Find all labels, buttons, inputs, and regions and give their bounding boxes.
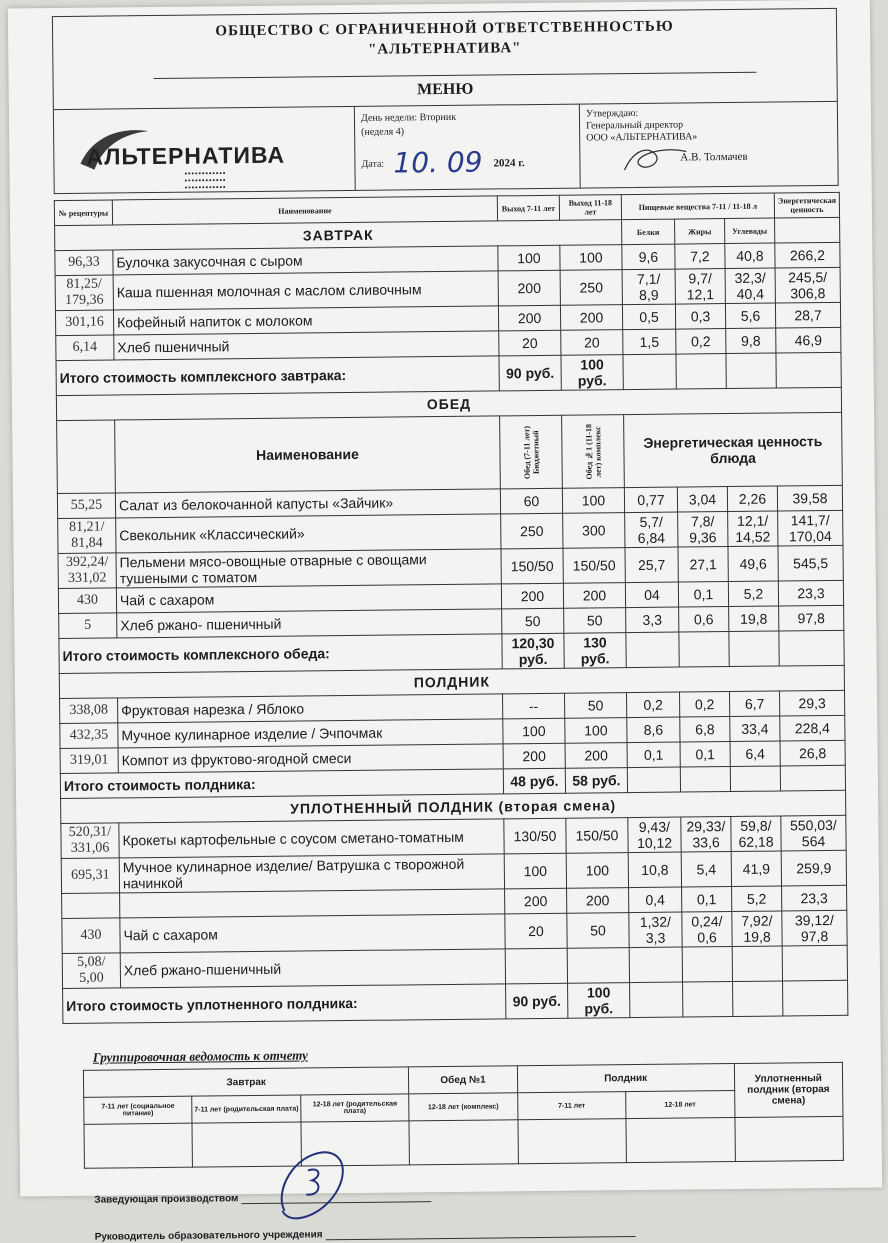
grouping-sub: 7-11 лет xyxy=(517,1092,626,1120)
grouping-cell xyxy=(518,1119,627,1164)
col-protein: Белки xyxy=(622,219,675,245)
grouping-cell xyxy=(626,1117,735,1162)
total-label: Итого стоимость уплотненного полдника: xyxy=(63,984,506,1024)
protein: 1,5 xyxy=(623,329,676,355)
total-a: 90 руб. xyxy=(506,983,568,1019)
dish-code: 695,31 xyxy=(61,858,119,894)
fat: 6,8 xyxy=(680,717,730,743)
section-title: ОБЕД xyxy=(56,387,841,420)
portion-b: 50 xyxy=(565,693,627,719)
header-info-row xyxy=(54,101,838,193)
carb: 6,4 xyxy=(730,741,780,767)
dish-code: 5,08/ 5,00 xyxy=(62,953,120,989)
portion-a: 100 xyxy=(498,245,560,271)
dish-code: 430 xyxy=(62,918,120,954)
fat: 7,8/ 9,36 xyxy=(678,512,728,548)
menu-table xyxy=(54,192,849,1024)
dish-code: 81,21/ 81,84 xyxy=(58,518,116,554)
portion-a: 200 xyxy=(501,583,563,609)
grouping-sub: 12-18 лет (родительская плата) xyxy=(301,1094,410,1122)
date-year: 2024 г. xyxy=(493,157,525,170)
lunch-col-energy: Энергетическая ценность блюда xyxy=(624,412,843,487)
energy: 545,5 xyxy=(778,545,843,581)
lunch-col-a: Обед (7-11 лет) Бюджетный xyxy=(521,425,541,479)
dish-name: Мучное кулинарное изделие/ Ватрушка с творожной начинкой xyxy=(119,854,504,893)
protein: 0,77 xyxy=(624,487,677,513)
fat: 7,2 xyxy=(675,244,725,270)
dish-name: Хлеб пшеничный xyxy=(114,331,499,360)
date-label: Дата: xyxy=(361,158,385,170)
dish-code: 432,35 xyxy=(60,723,118,749)
lunch-header-row xyxy=(57,412,843,493)
col-energy: Энергетическая ценность xyxy=(774,192,839,218)
portion-b: 150/50 xyxy=(563,548,625,584)
total-b: 100 руб. xyxy=(561,355,623,391)
dish-name: Свекольник «Классический» xyxy=(116,514,501,553)
protein: 9,6 xyxy=(622,244,675,270)
section-title: УПЛОТНЕННЫЙ ПОЛДНИК (вторая смена) xyxy=(61,790,846,823)
col-carb: Углеводы xyxy=(725,218,775,244)
energy: 39,58 xyxy=(777,485,842,511)
portion-a: 100 xyxy=(503,718,565,744)
dish-code: 430 xyxy=(58,588,116,614)
dish-name: Фруктовая нарезка / Яблоко xyxy=(118,694,503,723)
carb: 6,7 xyxy=(729,691,779,717)
org-name-line2: "АЛЬТЕРНАТИВА" xyxy=(367,40,522,58)
portion-b: 100 xyxy=(565,718,627,744)
energy: 141,7/ 170,04 xyxy=(778,510,843,546)
grouping-cell xyxy=(409,1120,518,1165)
fat: 0,24/ 0,6 xyxy=(682,912,732,948)
week-label: (неделя 4) xyxy=(361,126,405,138)
portion-b: 200 xyxy=(567,888,629,914)
grouping-cell xyxy=(734,1116,843,1161)
portion-a: 200 xyxy=(498,270,560,306)
dish-name: Мучное кулинарное изделие / Эчпочмак xyxy=(118,719,503,748)
date-value-handwritten: 10. 09 xyxy=(393,145,483,180)
energy: 23,3 xyxy=(782,885,847,911)
dish-code xyxy=(62,893,120,919)
empty-cell xyxy=(775,217,840,243)
grouping-sub: 12-18 лет xyxy=(626,1090,735,1118)
grouping-sub: 7-11 лет (родительская плата) xyxy=(192,1095,301,1123)
col-out1: Выход 7-11 лет xyxy=(497,195,559,221)
document-header xyxy=(52,8,839,194)
production-signature xyxy=(264,1140,355,1231)
dish-name: Каша пшенная молочная с маслом сливочным xyxy=(113,271,498,310)
portion-b: 150/50 xyxy=(566,818,628,854)
total-a: 48 руб. xyxy=(503,768,565,794)
portion-b xyxy=(567,948,629,984)
grouping-table xyxy=(83,1062,844,1169)
dish-name: Кофейный напиток с молоком xyxy=(113,306,498,335)
dish-name: Пельмени мясо-овощные отварные с овощами тушеными с томатом xyxy=(116,549,501,588)
fat: 0,6 xyxy=(679,607,729,633)
portion-b: 200 xyxy=(565,743,627,769)
col-num: № рецептуры xyxy=(54,200,112,226)
grouping-dense: Уплотненный полдник (вторая смена) xyxy=(734,1062,843,1117)
protein: 1,32/ 3,3 xyxy=(629,912,682,948)
portion-b: 300 xyxy=(563,513,625,549)
portion-b: 50 xyxy=(564,608,626,634)
approve-name: А.В. Толмачев xyxy=(680,150,748,164)
portion-a: 20 xyxy=(499,330,561,356)
fat: 0,1 xyxy=(682,887,732,913)
approve-line3: ООО «АЛЬТЕРНАТИВА» xyxy=(586,131,698,144)
protein: 8,6 xyxy=(627,717,680,743)
carb: 19,8 xyxy=(729,606,779,632)
grouping-snack: Полдник xyxy=(517,1064,734,1093)
portion-a: 200 xyxy=(503,743,565,769)
dish-name: Крокеты картофельные с соусом сметано-томатным xyxy=(119,819,504,858)
grouping-cell xyxy=(84,1123,193,1168)
portion-a: 20 xyxy=(505,913,567,949)
energy xyxy=(782,945,847,981)
fat: 5,4 xyxy=(681,852,731,888)
lunch-col-name: Наименование xyxy=(115,416,501,493)
grouping-sub: 12-18 лет (комплекс) xyxy=(409,1093,518,1121)
dish-code: 5 xyxy=(59,613,117,639)
approve-line1: Утверждаю: xyxy=(585,107,639,120)
total-a: 120,30 руб. xyxy=(502,633,564,669)
dense-snack-rows xyxy=(61,815,848,988)
fat: 0,3 xyxy=(675,304,725,330)
portion-a: 60 xyxy=(500,488,562,514)
head-production-label: Заведующая производством xyxy=(94,1193,239,1206)
menu-sheet xyxy=(52,8,850,1243)
fat: 29,33/ 33,6 xyxy=(681,817,731,853)
logo-subtext-decoration: ▪▪▪▪▪▪▪▪▪▪▪▪ ▪▪▪▪▪▪▪▪▪▪▪▪ ▪▪▪▪▪▪▪▪▪▪▪▪ xyxy=(184,170,227,192)
energy: 550,03/ 564 xyxy=(781,815,846,851)
dish-name: Чай с сахаром xyxy=(116,584,501,613)
col-out2: Выход 11-18 лет xyxy=(559,195,621,221)
total-row xyxy=(63,980,848,1023)
approval-box xyxy=(580,102,838,188)
portion-b: 50 xyxy=(567,913,629,949)
section-title: ЗАВТРАК xyxy=(55,220,622,251)
energy: 29,3 xyxy=(779,690,844,716)
protein: 25,7 xyxy=(625,547,678,583)
portion-b: 250 xyxy=(560,270,622,306)
portion-b: 200 xyxy=(560,305,622,331)
total-label: Итого стоимость комплексного обеда: xyxy=(59,634,502,674)
carb: 33,4 xyxy=(730,716,780,742)
fat: 0,2 xyxy=(676,329,726,355)
carb: 41,9 xyxy=(731,851,781,887)
carb: 40,8 xyxy=(725,243,775,269)
total-b: 58 руб. xyxy=(565,768,627,794)
carb: 12,1/ 14,52 xyxy=(728,511,778,547)
dish-name: Компот из фруктово-ягодной смеси xyxy=(118,744,503,773)
protein: 10,8 xyxy=(628,852,681,888)
protein: 0,5 xyxy=(622,304,675,330)
fat: 27,1 xyxy=(678,547,728,583)
carb xyxy=(732,946,782,982)
signature-line-school xyxy=(95,1224,850,1243)
portion-a: 200 xyxy=(498,305,560,331)
portion-b: 200 xyxy=(563,583,625,609)
dish-code: 55,25 xyxy=(57,493,115,519)
dish-code: 520,31/ 331,06 xyxy=(61,823,119,859)
energy: 228,4 xyxy=(780,715,845,741)
col-nutrients: Пищевые вещества 7-11 / 11-18 л xyxy=(621,193,774,220)
portion-b: 20 xyxy=(561,330,623,356)
carb: 7,92/ 19,8 xyxy=(732,911,782,947)
dish-code: 96,33 xyxy=(55,250,113,276)
dish-code: 6,14 xyxy=(56,335,114,361)
carb: 32,3/ 40,4 xyxy=(725,268,775,304)
protein: 0,4 xyxy=(629,887,682,913)
protein: 0,2 xyxy=(627,692,680,718)
fat: 3,04 xyxy=(677,487,727,513)
fat: 0,1 xyxy=(678,582,728,608)
fat xyxy=(682,947,732,983)
fat: 9,7/ 12,1 xyxy=(675,269,725,305)
protein xyxy=(629,947,682,983)
energy: 46,9 xyxy=(776,327,841,353)
dish-code: 338,08 xyxy=(60,698,118,724)
dish-name: Хлеб ржано- пшеничный xyxy=(117,609,502,638)
grouping-title: Группировочная ведомость к отчету xyxy=(92,1047,308,1065)
portion-a: 130/50 xyxy=(504,818,566,854)
energy: 266,2 xyxy=(775,242,840,268)
total-a: 90 руб. xyxy=(499,355,561,391)
portion-b: 100 xyxy=(560,245,622,271)
col-fat: Жиры xyxy=(675,219,725,245)
snack-rows xyxy=(60,690,846,773)
dish-name: Булочка закусочная с сыром xyxy=(113,246,498,275)
signature-line-production xyxy=(94,1187,849,1206)
grouping-sub: 7-11 лет (социальное питание) xyxy=(84,1096,193,1124)
protein: 5,7/ 6,84 xyxy=(625,512,678,548)
protein: 7,1/ 8,9 xyxy=(622,269,675,305)
carb: 59,8/ 62,18 xyxy=(731,816,781,852)
energy: 39,12/ 97,8 xyxy=(782,910,847,946)
protein: 04 xyxy=(625,582,678,608)
portion-a: 250 xyxy=(501,513,563,549)
protein: 0,1 xyxy=(627,742,680,768)
total-label: Итого стоимость полдника: xyxy=(60,769,503,799)
section-title: ПОЛДНИК xyxy=(59,665,844,698)
total-label: Итого стоимость комплексного завтрака: xyxy=(56,356,499,396)
grouping-breakfast: Завтрак xyxy=(83,1067,409,1097)
total-b: 130 руб. xyxy=(564,633,626,669)
portion-b: 100 xyxy=(566,853,628,889)
col-name: Наименование xyxy=(112,196,497,225)
breakfast-rows xyxy=(55,242,841,360)
org-name xyxy=(53,15,836,63)
total-b: 100 руб. xyxy=(568,983,630,1019)
menu-title: МЕНЮ xyxy=(416,80,474,99)
carb: 2,26 xyxy=(727,486,777,512)
head-school-label: Руководитель образовательного учреждения xyxy=(94,1229,323,1243)
dish-code: 392,24/ 331,02 xyxy=(58,553,116,589)
energy: 28,7 xyxy=(775,302,840,328)
logo-text: АЛЬТЕРНАТИВА xyxy=(86,141,286,170)
carb: 5,2 xyxy=(728,581,778,607)
day-label: День недели: Вторник xyxy=(360,111,457,124)
energy: 26,8 xyxy=(780,740,845,766)
lunch-col-b: Обед №1 (11-18 лет) комплекс xyxy=(583,423,603,480)
carb: 5,6 xyxy=(725,303,775,329)
protein: 3,3 xyxy=(626,607,679,633)
dish-name: Чай с сахаром xyxy=(120,914,505,953)
document-page xyxy=(8,0,882,1243)
energy: 97,8 xyxy=(779,605,844,631)
portion-a: 100 xyxy=(504,853,566,889)
fat: 0,2 xyxy=(679,692,729,718)
portion-a: -- xyxy=(503,693,565,719)
energy: 245,5/ 306,8 xyxy=(775,267,840,303)
dish-code: 301,16 xyxy=(55,310,113,336)
org-name-line1: ОБЩЕСТВО С ОГРАНИЧЕННОЙ ОТВЕТСТВЕННОСТЬЮ xyxy=(215,18,674,40)
portion-a: 150/50 xyxy=(501,548,563,584)
lunch-rows xyxy=(57,485,843,638)
logo-box xyxy=(54,107,356,193)
carb: 5,2 xyxy=(732,886,782,912)
fat: 0,1 xyxy=(680,742,730,768)
date-box xyxy=(355,105,581,190)
dish-code: 319,01 xyxy=(60,748,118,774)
portion-a: 200 xyxy=(505,888,567,914)
carb: 9,8 xyxy=(726,328,776,354)
energy: 259,9 xyxy=(781,850,846,886)
grouping-lunch: Обед №1 xyxy=(409,1066,518,1094)
protein: 9,43/ 10,12 xyxy=(628,817,681,853)
approve-line2: Генеральный директор xyxy=(586,119,684,132)
portion-a xyxy=(505,948,567,984)
portion-b: 100 xyxy=(562,488,624,514)
carb: 49,6 xyxy=(728,546,778,582)
dish-name: Салат из белокочанной капусты «Зайчик» xyxy=(115,489,500,518)
dish-code: 81,25/ 179,36 xyxy=(55,275,113,311)
portion-a: 50 xyxy=(502,608,564,634)
dish-name: Хлеб ржано-пшеничный xyxy=(120,949,505,988)
energy: 23,3 xyxy=(778,580,843,606)
